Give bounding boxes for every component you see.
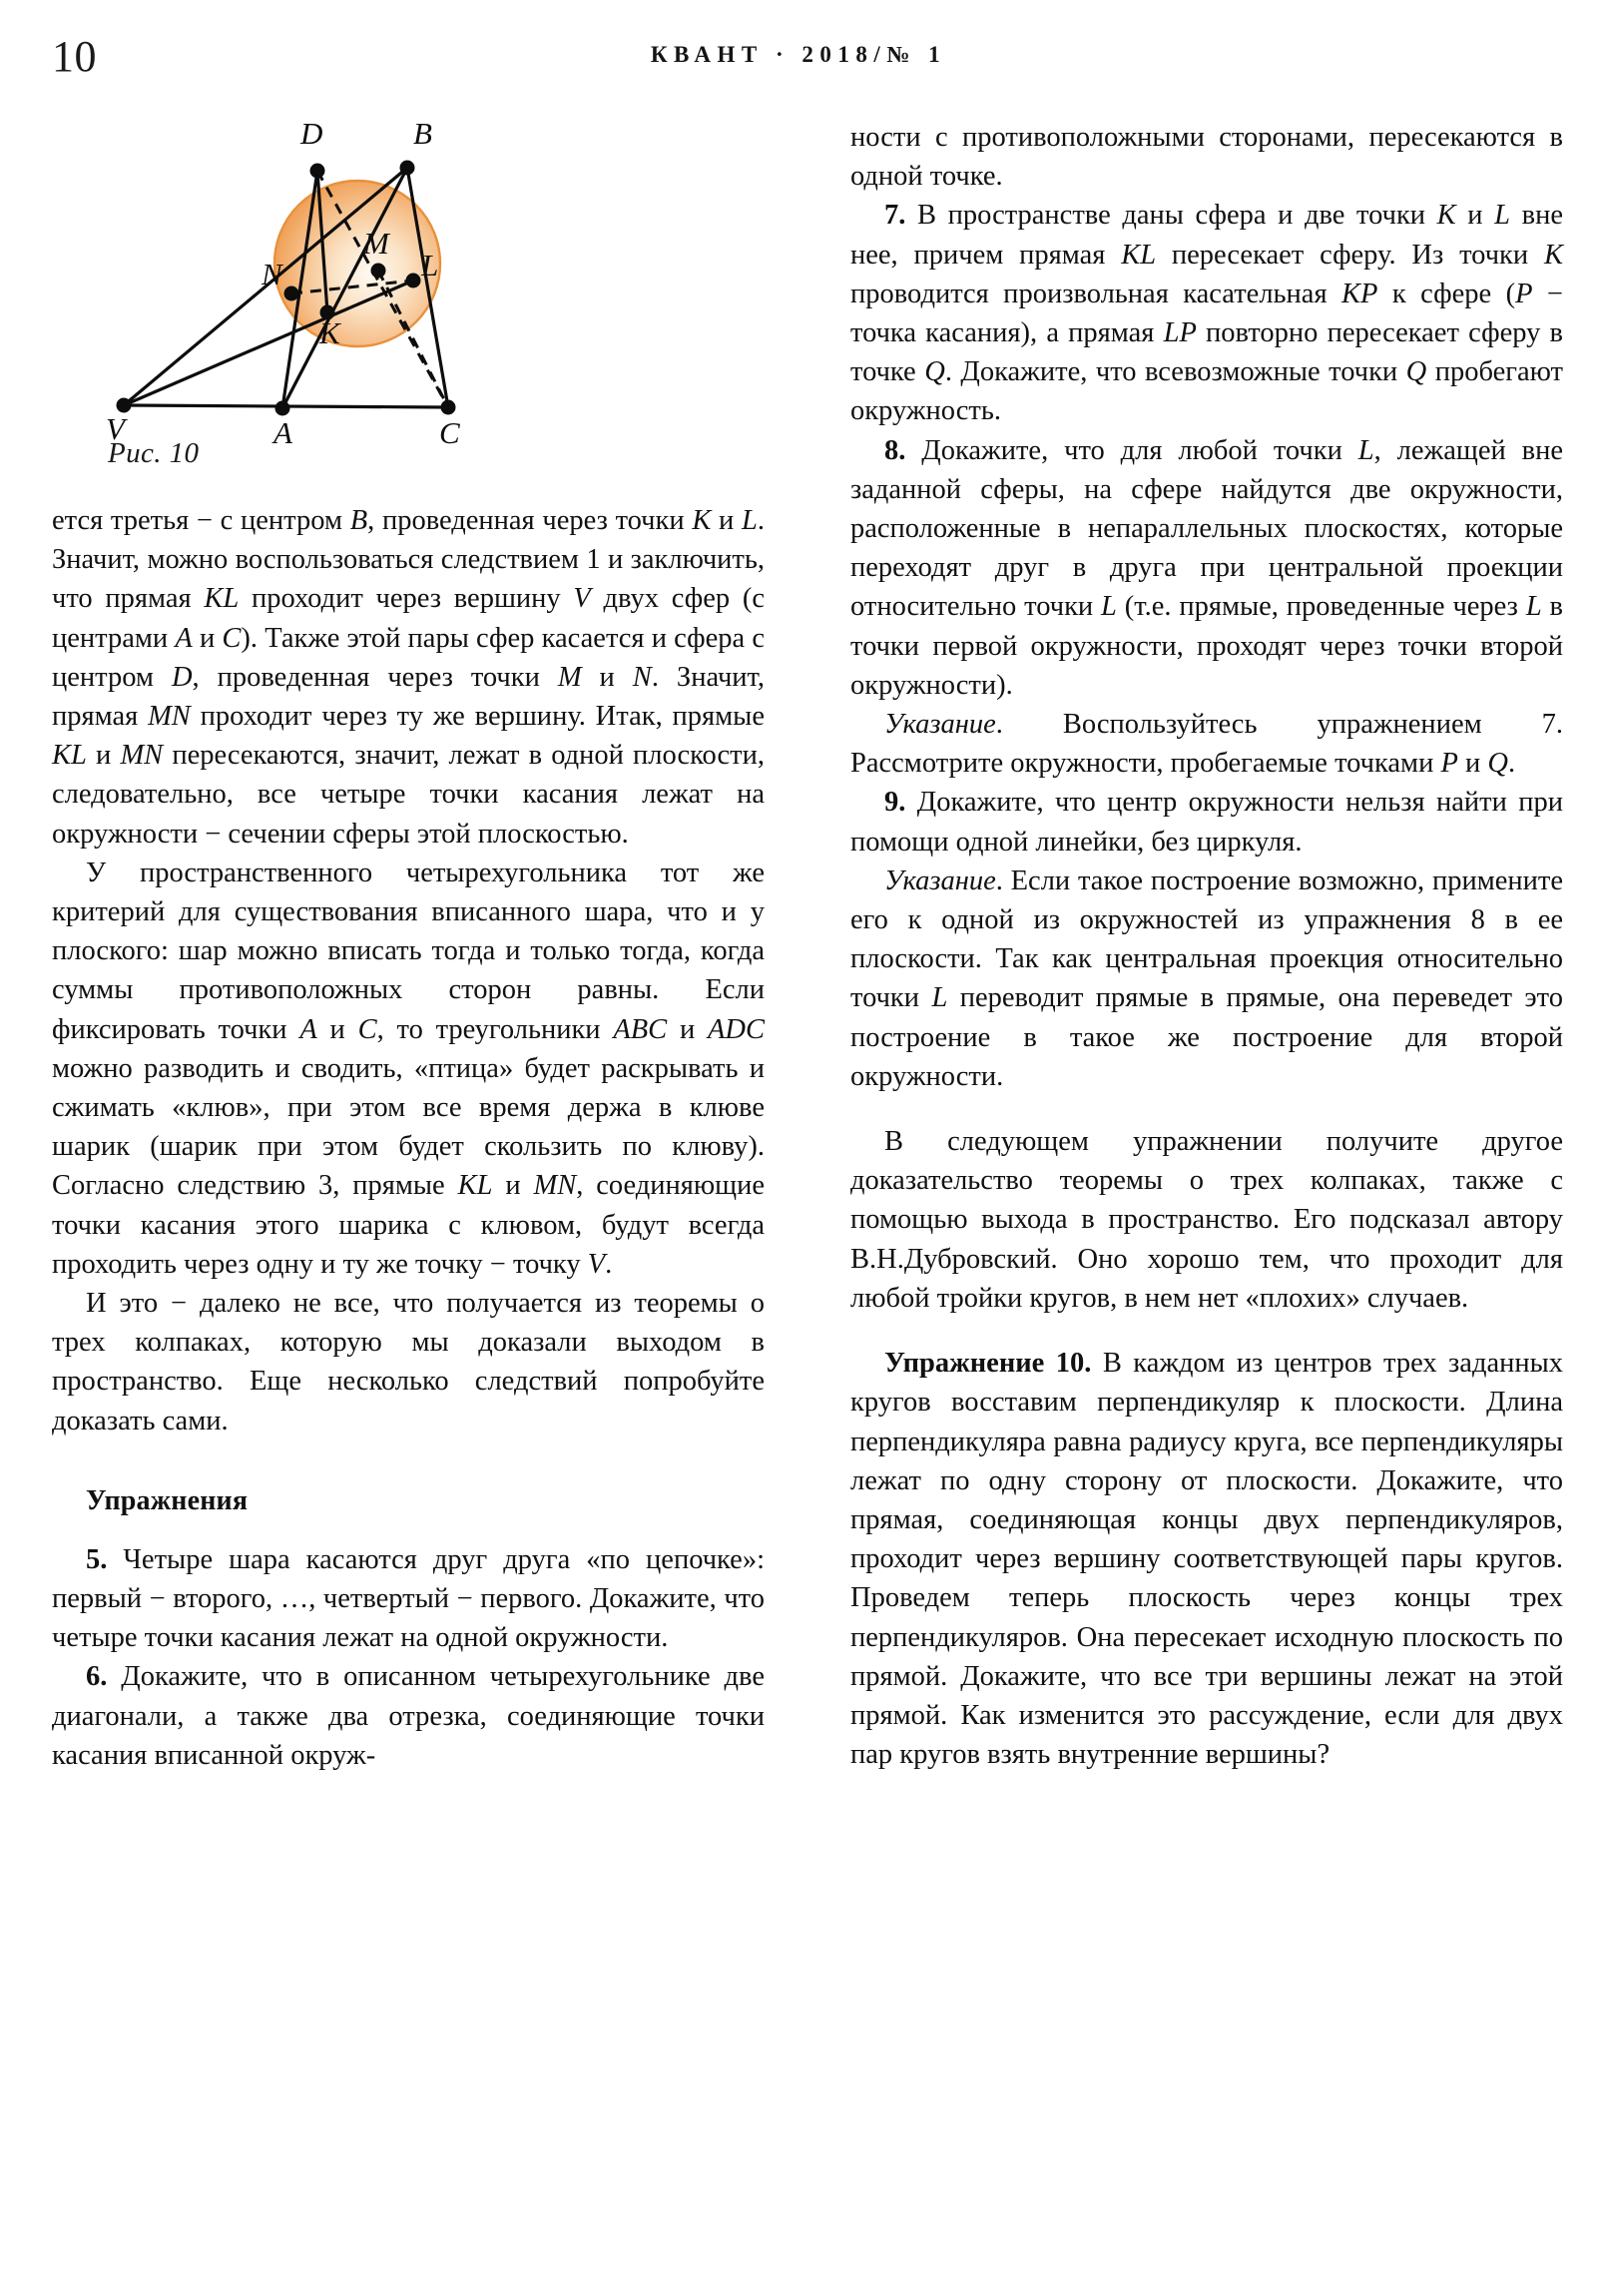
math-variable: Q (1405, 356, 1427, 388)
text-run: , лежащей вне заданной сферы, на сфере найдутся две окружности, расположенные в непараллельных плоскостях, которые переходят друг в друга при центральной проекции относительно точки (850, 434, 1563, 623)
text-run: проводится произвольная касательная (850, 278, 1341, 309)
exercise-number: 9. (884, 787, 906, 819)
math-variable: P (1515, 278, 1533, 309)
exercises-heading: Упражнения (86, 1484, 249, 1516)
figure-point-label-N: N (262, 257, 282, 291)
left-body-paragraphs (52, 501, 765, 1440)
text-run: переводит прямые в прямые, она переведет это построение в такое же построение для второй окружности. (850, 982, 1563, 1092)
figure-point-label-A: A (273, 415, 292, 445)
text-run: пробегают окружность. (850, 356, 1563, 427)
text-run: . Если такое построение возможно, примените его к одной из окружностей из упражнения 8 в ее плоскости. Так как центральная проекция относительно точки (850, 864, 1563, 1014)
paragraph-gap (850, 1318, 1563, 1344)
text-run: и (667, 1013, 709, 1045)
text-run: пересекает сферу. Из точки (1156, 239, 1544, 271)
text-run: вне нее, причем прямая (850, 200, 1564, 271)
figure-diagram (96, 96, 755, 495)
body-paragraph (850, 1344, 1563, 1774)
text-run: и (316, 1013, 358, 1045)
exercise-number: 8. (884, 434, 906, 466)
text-run: к сфере ( (1377, 278, 1516, 309)
text-run: , проведенная через точки (192, 661, 558, 693)
math-variable: L (1525, 591, 1542, 623)
body-paragraph (52, 1284, 765, 1440)
math-variable: KL (204, 583, 240, 615)
math-variable: KL (52, 740, 87, 772)
text-column-left (52, 501, 765, 1775)
text-run: . Докажите, что всевозможные точки (944, 356, 1406, 388)
math-variable: K (1436, 200, 1456, 232)
running-title: КВАНТ · 2018/№ 1 (650, 42, 947, 67)
text-run: и (1455, 200, 1495, 232)
left-exercise-paragraphs (52, 1540, 765, 1775)
math-variable: Q (1487, 748, 1509, 780)
text-run: проходит через вершину (239, 583, 574, 615)
body-paragraph (850, 783, 1563, 861)
math-variable: C (357, 1013, 377, 1045)
exercise-number: Упражнение 10. (884, 1348, 1092, 1380)
math-variable: L (1494, 200, 1511, 232)
body-paragraph (52, 854, 765, 1284)
text-run: повторно пересекает сферу в точке (850, 317, 1564, 388)
math-variable: KP (1341, 278, 1378, 309)
text-run: ). Также этой пары сфер касается и сфера с центром (52, 622, 765, 693)
text-run: и (581, 661, 633, 693)
math-variable: K (1543, 239, 1563, 271)
text-run: и (492, 1170, 534, 1202)
math-variable: L (1101, 591, 1117, 623)
figure-caption: Рис. 10 (108, 437, 200, 469)
text-run: . Значит, можно воспользоваться следствием 1 и заключить, что прямая (52, 505, 765, 615)
math-variable: MN (148, 701, 191, 733)
text-run: , то треугольники (376, 1013, 614, 1045)
right-body-paragraphs (850, 118, 1563, 1774)
math-variable: A (299, 1013, 317, 1045)
body-paragraph (52, 1540, 765, 1658)
text-run: . Воспользуйтесь упражнением 7. Рассмотрите окружности, пробегаемые точками (850, 709, 1563, 780)
math-variable: Q (924, 356, 945, 388)
figure-point-label-D: D (300, 116, 323, 151)
text-run: пересекаются, значит, лежат в одной плоскости, следовательно, все четыре точки касания лежат на окружности − сечении сферы этой плоскостью. (52, 740, 765, 850)
text-run: ется третья − с центром (52, 505, 350, 536)
text-run: и (1457, 748, 1488, 780)
running-head (0, 34, 1597, 80)
text-run: Докажите, что для любой точки (905, 434, 1358, 466)
figure-point-label-M: M (363, 226, 389, 261)
text-run: В пространстве даны сфера и две точки (905, 200, 1437, 232)
math-variable: KL (1121, 239, 1157, 271)
body-paragraph (850, 705, 1563, 783)
body-paragraph (850, 196, 1563, 430)
text-run: В следующем упражнении получите другое доказательство теоремы о трех колпаках, также с помощью выхода в пространство. Его подсказал автору В.Н.Дубровский. Оно хорошо тем, что проходит для любой тройки кругов, в нем нет «плохих» случаев. (850, 1126, 1563, 1314)
text-column-right (850, 118, 1563, 1774)
text-run: проходит через ту же вершину. Итак, прямые (190, 701, 765, 733)
math-variable: LP (1163, 317, 1197, 349)
exercise-number: 5. (86, 1543, 108, 1575)
math-variable: K (692, 505, 712, 536)
math-variable: V (587, 1248, 606, 1280)
text-run: . Значит, прямая (52, 661, 765, 733)
text-run: Докажите, что в описанном четырехугольнике две диагонали, а также два отрезка, соединяющие точки касания вписанной окруж- (52, 1661, 765, 1771)
text-run: Четыре шара касаются друг друга «по цепочке»: первый − второго, …, четвертый − первого. Докажите, что четыре точки касания лежат на одной окружности. (52, 1543, 765, 1654)
hint-label: Указание (884, 864, 996, 896)
text-run: в точки первой окружности, проходят через точки второй окружности). (850, 591, 1564, 701)
body-paragraph (52, 1657, 765, 1775)
math-variable: C (222, 622, 242, 654)
text-run: двух сфер (с центрами (52, 583, 765, 654)
text-run: . (1508, 748, 1516, 780)
math-variable: KL (457, 1170, 493, 1202)
paragraph-gap (850, 1096, 1563, 1122)
text-run: Докажите, что центр окружности нельзя найти при помощи одной линейки, без циркуля. (850, 787, 1563, 858)
math-variable: L (742, 505, 758, 536)
text-run: можно разводить и сводить, «птица» будет раскрывать и сжимать «клюв», при этом все время держа в клюве шарик (шарик при этом будет скользить по клюву). Согласно следствию 3, прямые (52, 1052, 765, 1202)
text-run: . (605, 1248, 613, 1280)
text-run: У пространственного четырехугольника тот же критерий для существования вписанного шара, что и у плоского: шар можно вписать тогда и только тогда, когда суммы противоположных сторон равны. Если фиксировать точки (52, 857, 765, 1045)
math-variable: L (1357, 434, 1374, 466)
text-run: ности с противоположными сторонами, пересекаются в одной точке. (850, 122, 1563, 193)
math-variable: A (175, 622, 193, 654)
page-number: 10 (52, 32, 97, 81)
math-variable: M (557, 661, 582, 693)
math-variable: ADC (708, 1013, 766, 1045)
body-paragraph (850, 431, 1563, 705)
exercise-number: 7. (884, 200, 906, 232)
text-run: и (711, 505, 742, 536)
body-paragraph (52, 501, 765, 854)
figure-point-label-C: C (439, 415, 460, 445)
body-paragraph (850, 1122, 1563, 1318)
math-variable: D (171, 661, 193, 693)
math-variable: ABC (613, 1013, 668, 1045)
exercise-number: 6. (86, 1661, 108, 1693)
math-variable: V (573, 583, 591, 615)
math-variable: L (931, 982, 948, 1014)
text-run: − точка касания), а прямая (850, 278, 1564, 349)
hint-label: Указание (884, 709, 996, 741)
body-paragraph (850, 861, 1563, 1096)
text-run: (т.е. прямые, проведенные через (1116, 591, 1526, 623)
math-variable: N (632, 661, 652, 693)
math-variable: MN (533, 1170, 577, 1202)
math-variable: P (1440, 748, 1458, 780)
text-run: и (192, 622, 223, 654)
text-run: , проведенная через точки (367, 505, 693, 536)
text-run: И это − далеко не все, что получается из теоремы о трех колпаках, которую мы доказали выходом в пространство. Еще несколько следствий попробуйте доказать сами. (52, 1288, 765, 1436)
math-variable: MN (120, 740, 164, 772)
figure-point-label-B: B (413, 116, 432, 151)
figure-point-label-K: K (319, 315, 340, 350)
text-run: , соединяющие точки касания этого шарика с клювом, будут всегда проходить через одну и ту же точку − точку (52, 1170, 765, 1280)
math-variable: B (349, 505, 368, 536)
text-run: В каждом из центров трех заданных кругов восставим перпендикуляр к плоскости. Длина перпендикуляра равна радиусу круга, все перпендикуляры лежат по одну сторону от плоскости. Докажите, что прямая, соединяющая концы двух перпендикуляров, проходит через вершину соответствующей пары кругов. Проведем теперь плоскость через концы трех перпендикуляров. Она пересекает исходную плоскость по прямой. Докажите, что все три вершины лежат на этой прямой. Как изменится это рассуждение, если для двух пар кругов взять внутренние вершины? (850, 1348, 1564, 1771)
figure-point-label-V: V (106, 411, 125, 445)
figure-point-label-L: L (421, 248, 439, 283)
body-paragraph (850, 118, 1563, 196)
text-run: и (86, 740, 121, 772)
